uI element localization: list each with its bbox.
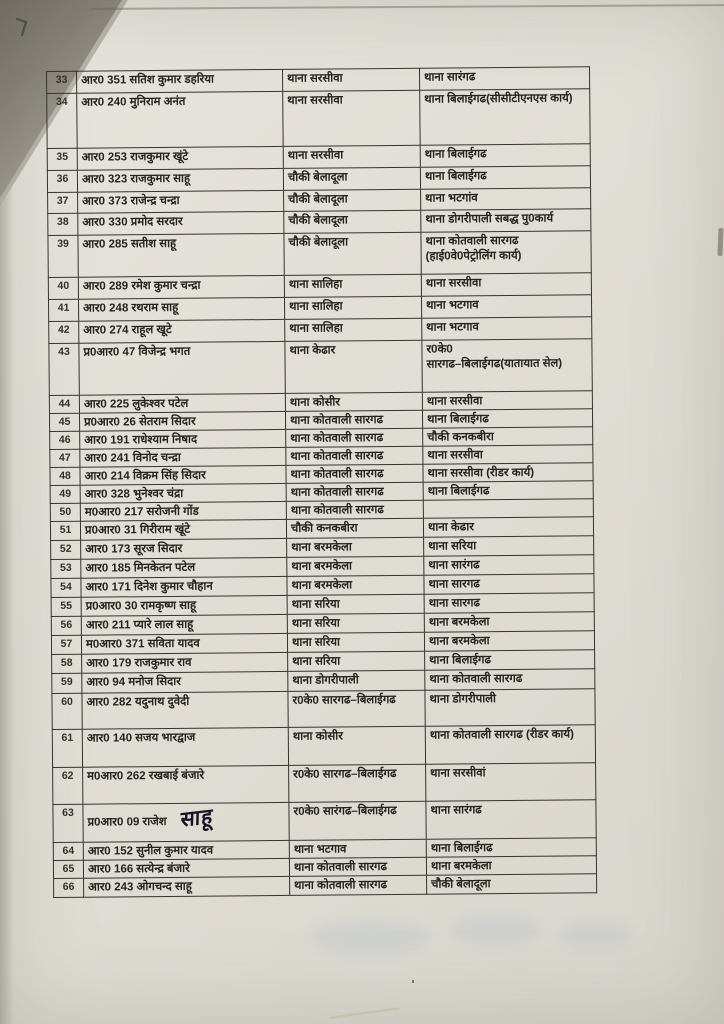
row-serial-number: 51	[50, 521, 80, 540]
row-current-posting: थाना बरमकेला	[287, 556, 424, 576]
row-serial-number: 44	[49, 395, 79, 413]
table-row	[53, 763, 596, 805]
row-current-posting: थाना सरसीवा	[283, 145, 420, 168]
row-current-posting: र0के0 सारगढ–बिलाईगढ	[288, 690, 425, 727]
row-new-posting: चौकी कनकबीरा	[423, 427, 593, 446]
row-officer-name: आर0 373 राजेन्द्र चन्द्रा	[78, 190, 284, 213]
row-new-posting: थाना सारगढ	[424, 593, 594, 613]
row-serial-number: 36	[47, 170, 77, 192]
row-new-posting: थाना कोतवाली सारगढ	[425, 669, 595, 690]
row-officer-name: आर0 191 राधेश्याम निषाद	[80, 429, 286, 449]
row-officer-name: प्र0आर0 09 राजेश साहू	[83, 802, 289, 842]
row-current-posting: थाना डोगरीपाली	[288, 670, 425, 691]
row-current-posting: थाना कोतवाली सारगढ	[286, 464, 423, 483]
row-new-posting: थाना बरमकेला	[424, 612, 594, 632]
row-current-posting: थाना सरसीवा	[282, 68, 419, 91]
row-serial-number: 55	[51, 597, 81, 616]
row-serial-number: 37	[48, 192, 78, 213]
row-new-posting: थाना सारंगढ	[424, 555, 594, 575]
row-new-posting: थाना सरसीवा	[422, 391, 592, 410]
row-officer-name: आर0 243 ओगचन्द साहू	[84, 876, 290, 897]
row-new-posting: थाना बिलाईगढ	[426, 838, 596, 857]
row-officer-name: आर0 179 राजकुमार राव	[82, 652, 288, 673]
row-current-posting: थाना सरिया	[287, 594, 424, 614]
row-new-posting: थाना बिलाईगढ	[425, 650, 595, 670]
row-serial-number: 47	[50, 449, 80, 467]
row-current-posting: थाना कोतवाली सारगढ	[286, 482, 423, 501]
handwritten-note: साहू	[180, 804, 214, 832]
row-current-posting: थाना कोसीर	[288, 726, 425, 765]
row-current-posting: थाना कोतवाली सारगढ	[286, 446, 423, 465]
row-new-posting: थाना सरसीवां	[426, 763, 596, 801]
bleedthrough-smudge	[560, 922, 630, 948]
bleedthrough-smudge	[310, 920, 430, 954]
row-serial-number: 34	[47, 93, 77, 148]
row-officer-name: प्र0आर0 30 रामकृष्ण साहू	[81, 595, 287, 616]
row-new-posting: थाना सारंगढ	[419, 67, 589, 90]
faint-scratch-mark	[330, 1007, 400, 1019]
row-serial-number: 66	[54, 878, 84, 897]
row-officer-name: आर0 289 रमेश कुमार चन्द्रा	[78, 275, 284, 299]
row-current-posting: चौकी बेलादूला	[283, 167, 420, 190]
row-serial-number: 33	[47, 71, 77, 93]
row-officer-name: आर0 285 सतीश साहू	[78, 233, 284, 277]
row-new-posting: थाना सरिया	[424, 536, 594, 556]
row-new-posting: थाना बिलाईगढ	[423, 481, 593, 500]
row-officer-name: आर0 152 सुनील कुमार यादव	[83, 840, 289, 860]
row-current-posting: थाना सरसीवा	[283, 90, 420, 146]
row-serial-number: 46	[50, 431, 80, 449]
row-current-posting: थाना सरिया	[287, 613, 424, 633]
row-serial-number: 35	[47, 148, 77, 170]
row-new-posting: थाना केढार	[423, 517, 593, 537]
row-new-posting: थाना डोगरीपाली	[425, 689, 595, 726]
row-serial-number: 53	[51, 559, 81, 578]
row-current-posting: थाना कोतवाली सारगढ	[285, 410, 422, 429]
row-serial-number: 41	[48, 299, 78, 321]
row-current-posting: थाना सरिया	[288, 651, 425, 671]
row-officer-name: आर0 330 प्रमोद सरदार	[78, 211, 284, 235]
row-serial-number: 52	[51, 540, 81, 559]
row-new-posting: थाना बरमकेला	[426, 856, 596, 875]
row-officer-name: आर0 282 यदुनाथ दुवेदी	[82, 691, 288, 729]
row-new-posting: थाना सरसीवा	[421, 273, 591, 296]
row-current-posting: थाना कोतवाली सारगढ	[290, 875, 427, 895]
row-serial-number: 59	[52, 673, 82, 693]
transfer-table-body	[47, 67, 597, 898]
page-top-edge	[90, 4, 724, 10]
row-serial-number: 64	[53, 842, 83, 860]
row-current-posting: थाना सालिहा	[285, 318, 422, 341]
row-officer-name: म0आर0 217 सरोजनी गोंड	[80, 501, 286, 521]
table-row	[47, 89, 590, 149]
row-current-posting: चौकी बेलादूला	[284, 210, 421, 233]
row-new-posting: थाना भटगांव	[421, 188, 591, 210]
row-new-posting	[423, 499, 593, 518]
row-officer-name: आर0 140 सजय भारद्वाज	[82, 727, 288, 767]
row-officer-name: आर0 253 राजकुमार खूंटे	[77, 146, 283, 170]
row-current-posting: चौकी बेलादूला	[284, 189, 421, 211]
row-serial-number: 50	[50, 503, 80, 521]
row-officer-name: आर0 166 सत्येन्द्र बंजारे	[83, 858, 289, 878]
row-new-posting: थाना बिलाईगढ(सीसीटीएनएस कार्य)	[420, 89, 590, 145]
row-officer-name: आर0 274 राहूल खूटे	[79, 319, 285, 343]
row-serial-number: 38	[48, 213, 78, 235]
bleedthrough-smudge	[450, 915, 540, 945]
row-new-posting: थाना भटगाव	[421, 295, 591, 318]
row-serial-number: 57	[51, 635, 81, 654]
row-officer-name: आर0 214 विक्रम सिंह सिदार	[80, 465, 286, 485]
row-current-posting: थाना सालिहा	[284, 296, 421, 319]
row-new-posting: थाना भटगाव	[422, 317, 592, 340]
row-current-posting: थाना सरिया	[287, 632, 424, 652]
table-row	[53, 800, 596, 843]
row-new-posting: थाना सारगढ	[424, 574, 594, 594]
row-new-posting: चौकी बेलादूला	[427, 874, 597, 894]
right-edge-mark	[718, 228, 724, 256]
table-row	[48, 231, 591, 278]
row-officer-name: आर0 351 सतिश कुमार डहरिया	[77, 69, 283, 93]
row-officer-name: आर0 94 मनोज सिदार	[82, 671, 288, 693]
row-serial-number: 43	[49, 343, 79, 395]
pen-tick-mark	[14, 16, 34, 43]
row-serial-number: 63	[53, 804, 83, 842]
row-new-posting: थाना बिलाईगढ	[422, 409, 592, 428]
row-serial-number: 61	[52, 729, 82, 767]
row-officer-name: प्र0आर0 31 गिरीराम खूंटे	[80, 519, 286, 540]
row-new-posting: थाना कोतवाली सारगढ (रीडर कार्य)	[425, 725, 595, 764]
row-serial-number: 58	[52, 654, 82, 673]
row-current-posting: थाना कोसीर	[285, 392, 422, 411]
row-serial-number: 45	[49, 413, 79, 431]
row-current-posting: थाना बरमकेला	[287, 537, 424, 557]
row-new-posting: थाना सरसीवा (रीडर कार्य)	[423, 463, 593, 482]
row-serial-number: 39	[48, 235, 78, 277]
row-current-posting: चौकी कनकबीरा	[286, 518, 423, 538]
row-current-posting: र0के0 सारंगढ–बिलाईगढ	[289, 801, 426, 840]
row-current-posting: थाना सालिहा	[284, 274, 421, 297]
row-current-posting: थाना कोतवाली सारगढ	[286, 428, 423, 447]
row-current-posting: थाना भटगाव	[289, 839, 426, 858]
row-serial-number: 49	[50, 485, 80, 503]
row-new-posting: थाना सरसीवा	[423, 445, 593, 464]
row-officer-name: आर0 328 भुनेश्वर चंद्रा	[80, 483, 286, 503]
row-officer-name: आर0 240 मुनिराम अनंत	[77, 91, 283, 148]
row-officer-name: आर0 241 विनोद चन्द्रा	[80, 447, 286, 467]
row-new-posting: थाना बरमकेला	[424, 631, 594, 651]
ink-speck	[412, 980, 414, 983]
table-row	[49, 339, 592, 396]
row-new-posting: थाना कोतवाली सारगढ (हाई0वे0पेट्रोलिंग कार्य)	[421, 231, 591, 274]
row-current-posting: थाना केढार	[285, 340, 422, 393]
row-serial-number: 56	[51, 616, 81, 635]
row-serial-number: 62	[53, 767, 83, 804]
row-serial-number: 48	[50, 467, 80, 485]
row-serial-number: 65	[53, 860, 83, 878]
row-officer-name: आर0 225 लुकेश्वर पटेल	[79, 393, 285, 413]
row-new-posting: थाना बिलाईगढ	[420, 144, 590, 167]
row-officer-name: म0आर0 371 सविता यादव	[81, 633, 287, 654]
transfer-table	[46, 66, 597, 898]
table-row	[54, 874, 597, 898]
row-officer-name: प्र0आर0 26 सेतराम सिदार	[79, 411, 285, 431]
row-current-posting: चौकी बेलादूला	[284, 232, 421, 275]
row-current-posting: थाना कोतवाली सारगढ	[289, 857, 426, 876]
transfer-table-wrapper	[46, 66, 597, 898]
row-new-posting: र0के0 सारगढ–बिलाईगढ(यातायात सेल)	[422, 339, 592, 392]
row-serial-number: 40	[48, 277, 78, 299]
row-officer-name: आर0 248 रथराम साहू	[78, 297, 284, 321]
row-officer-name: आर0 171 दिनेश कुमार चौहान	[81, 576, 287, 597]
row-officer-name: आर0 211 प्यारे लाल साहू	[81, 614, 287, 635]
row-officer-name: आर0 185 मिनकेतन पटेल	[81, 557, 287, 578]
row-current-posting: र0के0 सारगढ–बिलाईगढ	[289, 764, 426, 802]
row-serial-number: 42	[49, 321, 79, 343]
row-serial-number: 60	[52, 693, 82, 729]
row-officer-name: प्र0आर0 47 विजेन्द्र भगत	[79, 341, 285, 395]
row-serial-number: 54	[51, 578, 81, 597]
row-officer-name: आर0 173 सूरज सिदार	[81, 538, 287, 559]
row-new-posting: थाना सारंगढ	[426, 800, 596, 839]
row-new-posting: थाना डोगरीपाली सबद्ध पु0कार्य	[421, 209, 591, 232]
row-new-posting: थाना बिलाईगढ	[420, 166, 590, 189]
table-row	[52, 725, 595, 768]
table-row	[52, 689, 595, 730]
row-officer-name: आर0 323 राजकुमार साहू	[77, 168, 283, 192]
row-officer-name: म0आर0 262 रखबाई बंजारे	[83, 765, 289, 804]
row-current-posting: थाना कोतवाली सारगढ	[286, 500, 423, 519]
row-current-posting: थाना बरमकेला	[287, 575, 424, 595]
